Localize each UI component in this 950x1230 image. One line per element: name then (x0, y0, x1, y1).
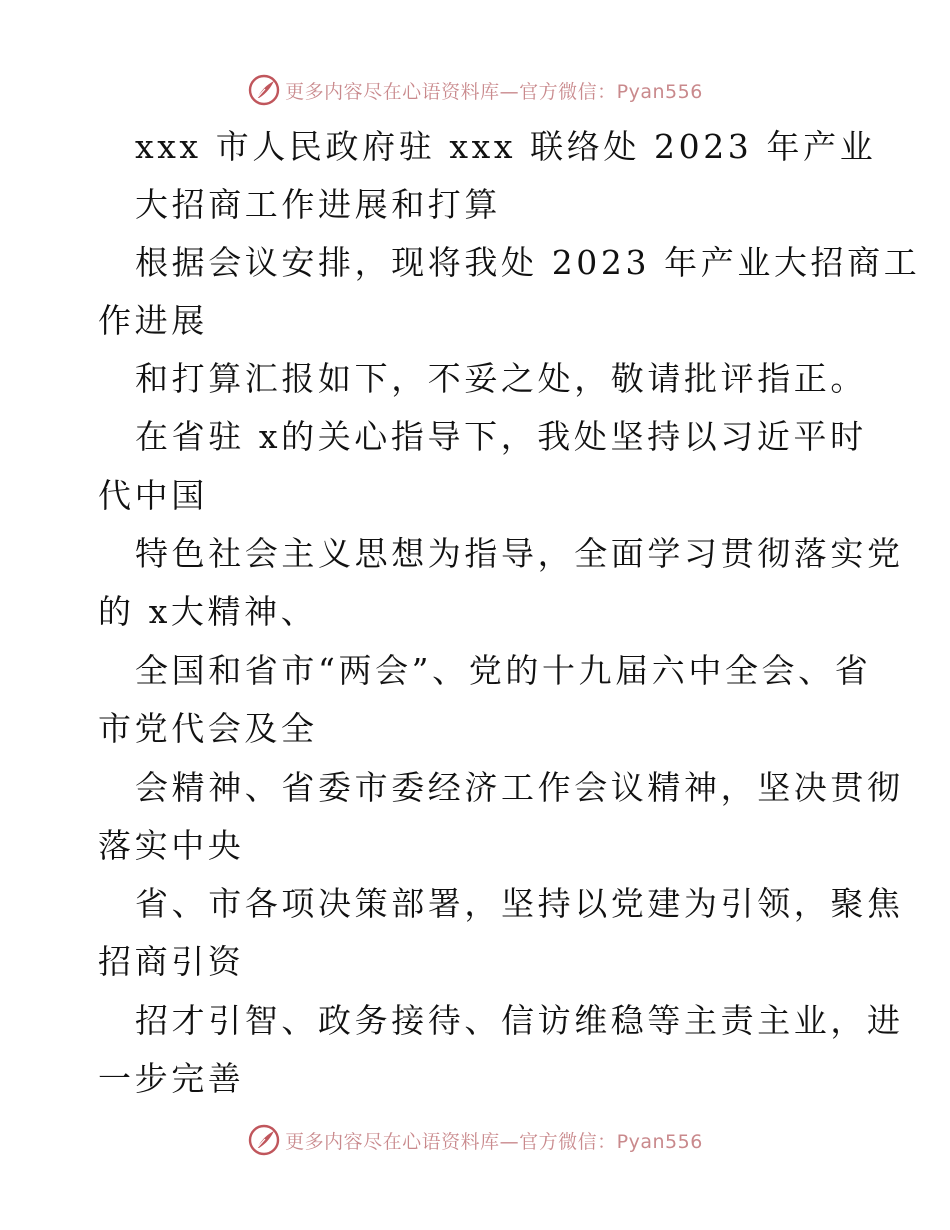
doc-line: 招商引资 (98, 942, 245, 981)
doc-line: 代中国 (98, 476, 208, 515)
doc-line: 落实中央 (98, 826, 245, 865)
watermark-text: 更多内容尽在心语资料库—官方微信：Pyan556 (285, 80, 703, 103)
doc-line: 作进展 (98, 301, 208, 340)
doc-line: 在省驻 x的关心指导下，我处坚持以习近平时 (135, 417, 867, 456)
doc-line: 根据会议安排，现将我处 2023 年产业大招商工 (135, 243, 921, 282)
doc-line: 特色社会主义思想为指导，全面学习贯彻落实党 (135, 534, 904, 573)
doc-line: 全国和省市“两会”、党的十九届六中全会、省 (135, 651, 872, 690)
doc-line: 的 x大精神、 (98, 592, 318, 631)
doc-line: 会精神、省委市委经济工作会议精神，坚决贯彻 (135, 768, 904, 807)
doc-line: 大招商工作进展和打算 (135, 185, 501, 224)
feather-pen-logo-icon (247, 1123, 281, 1157)
doc-line: 市党代会及全 (98, 709, 318, 748)
doc-line: 招才引智、政务接待、信访维稳等主责主业，进 (135, 1001, 904, 1040)
watermark-text: 更多内容尽在心语资料库—官方微信：Pyan556 (285, 1130, 703, 1153)
doc-line: xxx 市人民政府驻 xxx 联络处 2023 年产业 (135, 127, 877, 166)
doc-line: 一步完善 (98, 1059, 245, 1098)
doc-line: 省、市各项决策部署，坚持以党建为引领，聚焦 (135, 884, 904, 923)
watermark-banner-bottom (0, 1120, 950, 1160)
doc-line: 和打算汇报如下，不妥之处，敬请批评指正。 (135, 359, 867, 398)
